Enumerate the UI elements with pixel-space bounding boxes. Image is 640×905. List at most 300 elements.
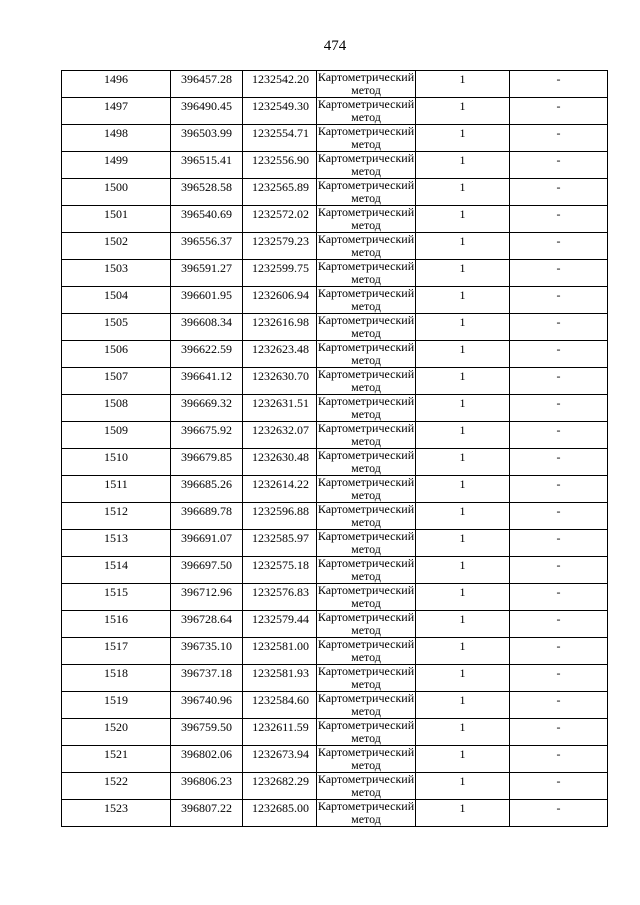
accuracy-cell xyxy=(416,449,510,476)
y-coordinate-cell xyxy=(243,341,317,368)
point-number-value: 1510 xyxy=(104,450,128,464)
method-cell: Картометрический метод xyxy=(317,475,415,502)
accuracy-cell xyxy=(416,476,510,503)
accuracy-value: 1 xyxy=(459,531,466,545)
y-coordinate-value: 1232556.90 xyxy=(252,153,309,167)
description-cell xyxy=(510,395,608,422)
description-cell xyxy=(510,368,608,395)
point-number-value: 1496 xyxy=(104,72,128,86)
y-coordinate-value: 1232630.48 xyxy=(252,450,309,464)
x-coordinate-cell xyxy=(171,503,243,530)
method-cell: Картометрический метод xyxy=(317,718,415,745)
accuracy-cell xyxy=(416,206,510,233)
description-value: - xyxy=(556,801,561,815)
y-coordinate-value: 1232584.60 xyxy=(252,693,309,707)
accuracy-value: 1 xyxy=(459,396,466,410)
accuracy-value: 1 xyxy=(459,369,466,383)
point-number-value: 1501 xyxy=(104,207,128,221)
accuracy-cell xyxy=(416,71,510,98)
x-coordinate-value: 396675.92 xyxy=(181,423,232,437)
y-coordinate-value: 1232685.00 xyxy=(252,801,309,815)
method-cell: Картометрический метод xyxy=(317,313,415,340)
method-cell: Картометрический метод xyxy=(317,772,415,799)
method-cell: Картометрический метод xyxy=(317,421,415,448)
x-coordinate-value: 396490.45 xyxy=(181,99,232,113)
y-coordinate-cell xyxy=(243,800,317,827)
description-cell xyxy=(510,800,608,827)
method-cell: Картометрический метод xyxy=(317,340,415,367)
page-number: 474 xyxy=(323,38,347,54)
y-coordinate-cell xyxy=(243,665,317,692)
method-cell: Картометрический метод xyxy=(317,124,415,151)
y-coordinate-value: 1232631.51 xyxy=(252,396,309,410)
description-value: - xyxy=(556,126,561,140)
y-coordinate-cell xyxy=(243,287,317,314)
point-number-value: 1497 xyxy=(104,99,128,113)
coordinates-table xyxy=(61,70,608,827)
point-number-value: 1523 xyxy=(104,801,128,815)
y-coordinate-cell xyxy=(243,476,317,503)
y-coordinate-value: 1232542.20 xyxy=(252,72,309,86)
point-number-cell xyxy=(62,611,171,638)
point-number-value: 1512 xyxy=(104,504,128,518)
accuracy-cell xyxy=(416,692,510,719)
description-value: - xyxy=(556,369,561,383)
x-coordinate-value: 396556.37 xyxy=(181,234,232,248)
y-coordinate-cell xyxy=(243,638,317,665)
x-coordinate-cell xyxy=(171,530,243,557)
x-coordinate-cell xyxy=(171,179,243,206)
accuracy-value: 1 xyxy=(459,612,466,626)
point-number-value: 1514 xyxy=(104,558,128,572)
point-number-cell xyxy=(62,206,171,233)
accuracy-value: 1 xyxy=(459,504,466,518)
accuracy-cell xyxy=(416,800,510,827)
x-coordinate-cell xyxy=(171,395,243,422)
point-number-cell xyxy=(62,314,171,341)
x-coordinate-value: 396697.50 xyxy=(181,558,232,572)
point-number-cell xyxy=(62,530,171,557)
x-coordinate-value: 396802.06 xyxy=(181,747,232,761)
y-coordinate-value: 1232611.59 xyxy=(252,720,309,734)
method-cell: Картометрический метод xyxy=(317,637,415,664)
method-cell: Картометрический метод xyxy=(317,151,415,178)
accuracy-cell xyxy=(416,314,510,341)
accuracy-value: 1 xyxy=(459,288,466,302)
x-coordinate-cell xyxy=(171,611,243,638)
y-coordinate-cell xyxy=(243,395,317,422)
y-coordinate-value: 1232575.18 xyxy=(252,558,309,572)
description-value: - xyxy=(556,72,561,86)
description-cell xyxy=(510,152,608,179)
point-number-value: 1511 xyxy=(104,477,128,491)
table-row xyxy=(62,800,608,827)
y-coordinate-cell xyxy=(243,98,317,125)
accuracy-cell xyxy=(416,746,510,773)
y-coordinate-value: 1232614.22 xyxy=(252,477,309,491)
y-coordinate-value: 1232682.29 xyxy=(252,774,309,788)
x-coordinate-value: 396689.78 xyxy=(181,504,232,518)
accuracy-cell xyxy=(416,260,510,287)
point-number-cell xyxy=(62,719,171,746)
accuracy-value: 1 xyxy=(459,180,466,194)
x-coordinate-cell xyxy=(171,422,243,449)
x-coordinate-value: 396669.32 xyxy=(181,396,232,410)
x-coordinate-cell xyxy=(171,557,243,584)
point-number-value: 1498 xyxy=(104,126,128,140)
point-number-cell xyxy=(62,395,171,422)
y-coordinate-value: 1232549.30 xyxy=(252,99,309,113)
y-coordinate-value: 1232599.75 xyxy=(252,261,309,275)
table-row xyxy=(62,611,608,638)
point-number-cell xyxy=(62,449,171,476)
y-coordinate-cell xyxy=(243,692,317,719)
y-coordinate-cell xyxy=(243,206,317,233)
description-value: - xyxy=(556,504,561,518)
description-value: - xyxy=(556,342,561,356)
y-coordinate-cell xyxy=(243,530,317,557)
point-number-value: 1499 xyxy=(104,153,128,167)
table-row xyxy=(62,314,608,341)
y-coordinate-cell xyxy=(243,179,317,206)
accuracy-value: 1 xyxy=(459,585,466,599)
x-coordinate-cell xyxy=(171,368,243,395)
table-row xyxy=(62,341,608,368)
x-coordinate-cell xyxy=(171,233,243,260)
description-cell xyxy=(510,260,608,287)
accuracy-cell xyxy=(416,125,510,152)
point-number-value: 1508 xyxy=(104,396,128,410)
y-coordinate-value: 1232632.07 xyxy=(252,423,309,437)
point-number-cell xyxy=(62,665,171,692)
x-coordinate-cell xyxy=(171,476,243,503)
accuracy-cell xyxy=(416,530,510,557)
description-value: - xyxy=(556,180,561,194)
description-cell xyxy=(510,746,608,773)
point-number-cell xyxy=(62,746,171,773)
accuracy-value: 1 xyxy=(459,261,466,275)
point-number-value: 1500 xyxy=(104,180,128,194)
table-row xyxy=(62,233,608,260)
x-coordinate-value: 396608.34 xyxy=(181,315,232,329)
y-coordinate-cell xyxy=(243,314,317,341)
table-row xyxy=(62,476,608,503)
method-cell: Картометрический метод xyxy=(317,259,415,286)
y-coordinate-cell xyxy=(243,746,317,773)
y-coordinate-value: 1232585.97 xyxy=(252,531,309,545)
description-cell xyxy=(510,692,608,719)
table-row xyxy=(62,368,608,395)
y-coordinate-cell xyxy=(243,233,317,260)
description-value: - xyxy=(556,639,561,653)
point-number-cell xyxy=(62,98,171,125)
table-row xyxy=(62,719,608,746)
y-coordinate-cell xyxy=(243,260,317,287)
point-number-value: 1515 xyxy=(104,585,128,599)
accuracy-cell xyxy=(416,665,510,692)
point-number-cell xyxy=(62,773,171,800)
y-coordinate-value: 1232576.83 xyxy=(252,585,309,599)
accuracy-value: 1 xyxy=(459,720,466,734)
description-value: - xyxy=(556,315,561,329)
y-coordinate-cell xyxy=(243,422,317,449)
accuracy-value: 1 xyxy=(459,666,466,680)
point-number-value: 1521 xyxy=(104,747,128,761)
y-coordinate-cell xyxy=(243,152,317,179)
method-cell: Картометрический метод xyxy=(317,232,415,259)
table-row xyxy=(62,422,608,449)
accuracy-value: 1 xyxy=(459,639,466,653)
x-coordinate-value: 396540.69 xyxy=(181,207,232,221)
y-coordinate-value: 1232616.98 xyxy=(252,315,309,329)
table-row xyxy=(62,125,608,152)
description-cell xyxy=(510,287,608,314)
description-value: - xyxy=(556,288,561,302)
description-value: - xyxy=(556,207,561,221)
description-value: - xyxy=(556,558,561,572)
method-cell: Картометрический метод xyxy=(317,799,415,826)
point-number-value: 1522 xyxy=(104,774,128,788)
x-coordinate-cell xyxy=(171,206,243,233)
table-row xyxy=(62,692,608,719)
description-value: - xyxy=(556,153,561,167)
y-coordinate-value: 1232623.48 xyxy=(252,342,309,356)
accuracy-cell xyxy=(416,773,510,800)
method-cell: Картометрический метод xyxy=(317,178,415,205)
y-coordinate-cell xyxy=(243,71,317,98)
description-cell xyxy=(510,611,608,638)
description-value: - xyxy=(556,477,561,491)
y-coordinate-cell xyxy=(243,719,317,746)
y-coordinate-cell xyxy=(243,449,317,476)
point-number-cell xyxy=(62,557,171,584)
method-cell: Картометрический метод xyxy=(317,583,415,610)
accuracy-value: 1 xyxy=(459,234,466,248)
description-cell xyxy=(510,665,608,692)
table-row xyxy=(62,557,608,584)
accuracy-cell xyxy=(416,368,510,395)
accuracy-cell xyxy=(416,611,510,638)
y-coordinate-value: 1232565.89 xyxy=(252,180,309,194)
x-coordinate-cell xyxy=(171,125,243,152)
point-number-cell xyxy=(62,800,171,827)
x-coordinate-value: 396503.99 xyxy=(181,126,232,140)
accuracy-cell xyxy=(416,422,510,449)
description-value: - xyxy=(556,693,561,707)
x-coordinate-cell xyxy=(171,260,243,287)
point-number-cell xyxy=(62,287,171,314)
x-coordinate-cell xyxy=(171,638,243,665)
x-coordinate-cell xyxy=(171,800,243,827)
description-value: - xyxy=(556,234,561,248)
description-cell xyxy=(510,719,608,746)
point-number-cell xyxy=(62,233,171,260)
point-number-cell xyxy=(62,368,171,395)
point-number-cell xyxy=(62,125,171,152)
point-number-cell xyxy=(62,341,171,368)
y-coordinate-cell xyxy=(243,611,317,638)
point-number-value: 1509 xyxy=(104,423,128,437)
x-coordinate-cell xyxy=(171,692,243,719)
accuracy-value: 1 xyxy=(459,558,466,572)
x-coordinate-value: 396759.50 xyxy=(181,720,232,734)
accuracy-cell xyxy=(416,287,510,314)
y-coordinate-cell xyxy=(243,557,317,584)
point-number-cell xyxy=(62,422,171,449)
point-number-cell xyxy=(62,503,171,530)
y-coordinate-cell xyxy=(243,773,317,800)
description-cell xyxy=(510,125,608,152)
x-coordinate-value: 396740.96 xyxy=(181,693,232,707)
x-coordinate-cell xyxy=(171,98,243,125)
description-cell xyxy=(510,503,608,530)
description-value: - xyxy=(556,585,561,599)
accuracy-cell xyxy=(416,341,510,368)
accuracy-cell xyxy=(416,638,510,665)
x-coordinate-cell xyxy=(171,287,243,314)
y-coordinate-value: 1232572.02 xyxy=(252,207,309,221)
accuracy-cell xyxy=(416,719,510,746)
point-number-cell xyxy=(62,152,171,179)
method-cell: Картометрический метод xyxy=(317,448,415,475)
x-coordinate-cell xyxy=(171,746,243,773)
point-number-value: 1517 xyxy=(104,639,128,653)
description-cell xyxy=(510,476,608,503)
point-number-value: 1520 xyxy=(104,720,128,734)
accuracy-cell xyxy=(416,584,510,611)
accuracy-value: 1 xyxy=(459,153,466,167)
method-cell: Картометрический метод xyxy=(317,286,415,313)
accuracy-cell xyxy=(416,395,510,422)
method-cell: Картометрический метод xyxy=(317,556,415,583)
point-number-cell xyxy=(62,692,171,719)
table-row xyxy=(62,449,608,476)
x-coordinate-value: 396712.96 xyxy=(181,585,232,599)
method-cell: Картометрический метод xyxy=(317,205,415,232)
table-row xyxy=(62,665,608,692)
description-value: - xyxy=(556,450,561,464)
table-row xyxy=(62,71,608,98)
point-number-value: 1503 xyxy=(104,261,128,275)
accuracy-value: 1 xyxy=(459,693,466,707)
accuracy-cell xyxy=(416,233,510,260)
y-coordinate-cell xyxy=(243,503,317,530)
x-coordinate-cell xyxy=(171,449,243,476)
accuracy-value: 1 xyxy=(459,315,466,329)
point-number-value: 1507 xyxy=(104,369,128,383)
description-cell xyxy=(510,557,608,584)
table-row xyxy=(62,206,608,233)
accuracy-value: 1 xyxy=(459,207,466,221)
x-coordinate-value: 396728.64 xyxy=(181,612,232,626)
table-row xyxy=(62,638,608,665)
x-coordinate-value: 396601.95 xyxy=(181,288,232,302)
description-cell xyxy=(510,314,608,341)
description-cell xyxy=(510,638,608,665)
y-coordinate-value: 1232581.93 xyxy=(252,666,309,680)
accuracy-value: 1 xyxy=(459,801,466,815)
x-coordinate-value: 396679.85 xyxy=(181,450,232,464)
point-number-value: 1505 xyxy=(104,315,128,329)
table-row xyxy=(62,152,608,179)
description-cell xyxy=(510,530,608,557)
y-coordinate-cell xyxy=(243,584,317,611)
accuracy-value: 1 xyxy=(459,72,466,86)
accuracy-value: 1 xyxy=(459,774,466,788)
description-cell xyxy=(510,341,608,368)
method-cell: Картометрический метод xyxy=(317,745,415,772)
x-coordinate-value: 396622.59 xyxy=(181,342,232,356)
table-row xyxy=(62,98,608,125)
description-value: - xyxy=(556,99,561,113)
table-row xyxy=(62,503,608,530)
table-row xyxy=(62,287,608,314)
description-value: - xyxy=(556,720,561,734)
point-number-value: 1518 xyxy=(104,666,128,680)
x-coordinate-value: 396807.22 xyxy=(181,801,232,815)
x-coordinate-value: 396691.07 xyxy=(181,531,232,545)
accuracy-cell xyxy=(416,98,510,125)
y-coordinate-value: 1232630.70 xyxy=(252,369,309,383)
point-number-cell xyxy=(62,179,171,206)
y-coordinate-value: 1232673.94 xyxy=(252,747,309,761)
point-number-value: 1506 xyxy=(104,342,128,356)
x-coordinate-cell xyxy=(171,341,243,368)
x-coordinate-value: 396685.26 xyxy=(181,477,232,491)
accuracy-cell xyxy=(416,179,510,206)
table-row xyxy=(62,746,608,773)
description-value: - xyxy=(556,747,561,761)
description-value: - xyxy=(556,774,561,788)
description-value: - xyxy=(556,261,561,275)
x-coordinate-value: 396806.23 xyxy=(181,774,232,788)
method-cell: Картометрический метод xyxy=(317,610,415,637)
method-cell: Картометрический метод xyxy=(317,529,415,556)
point-number-value: 1504 xyxy=(104,288,128,302)
table-row xyxy=(62,179,608,206)
table-row xyxy=(62,260,608,287)
description-cell xyxy=(510,449,608,476)
x-coordinate-cell xyxy=(171,584,243,611)
y-coordinate-cell xyxy=(243,125,317,152)
description-cell xyxy=(510,179,608,206)
description-cell xyxy=(510,773,608,800)
x-coordinate-value: 396528.58 xyxy=(181,180,232,194)
description-value: - xyxy=(556,531,561,545)
x-coordinate-value: 396641.12 xyxy=(181,369,232,383)
point-number-cell xyxy=(62,638,171,665)
method-cell: Картометрический метод xyxy=(317,691,415,718)
y-coordinate-value: 1232579.44 xyxy=(252,612,309,626)
point-number-cell xyxy=(62,260,171,287)
accuracy-value: 1 xyxy=(459,450,466,464)
accuracy-cell xyxy=(416,152,510,179)
table-row xyxy=(62,530,608,557)
method-cell: Картометрический метод xyxy=(317,70,415,97)
description-value: - xyxy=(556,666,561,680)
y-coordinate-value: 1232581.00 xyxy=(252,639,309,653)
point-number-value: 1502 xyxy=(104,234,128,248)
method-cell: Картометрический метод xyxy=(317,502,415,529)
accuracy-value: 1 xyxy=(459,126,466,140)
method-cell: Картометрический метод xyxy=(317,394,415,421)
method-cell: Картометрический метод xyxy=(317,664,415,691)
table-row xyxy=(62,584,608,611)
x-coordinate-value: 396737.18 xyxy=(181,666,232,680)
x-coordinate-value: 396457.28 xyxy=(181,72,232,86)
accuracy-cell xyxy=(416,503,510,530)
table-body xyxy=(62,71,608,827)
